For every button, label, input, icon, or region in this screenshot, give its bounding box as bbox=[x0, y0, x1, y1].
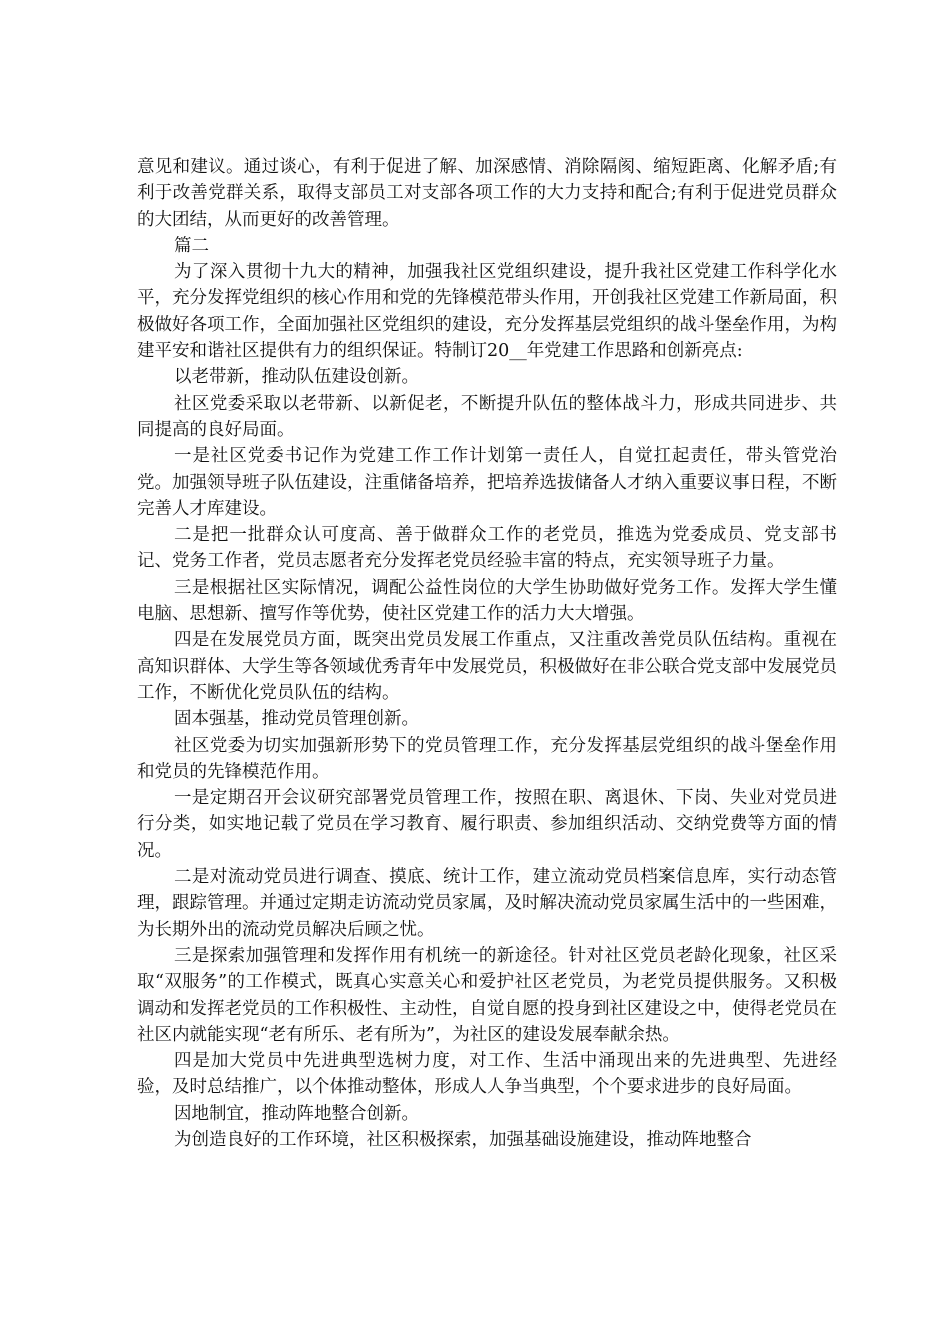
sub-heading: 固本强基，推动党员管理创新。 bbox=[174, 709, 419, 730]
paragraph: 为创造良好的工作环境，社区积极探索，加强基础设施建设，推动阵地整合 bbox=[174, 1129, 752, 1150]
paragraph: 二是把一批群众认可度高、善于做群众工作的老党员，推选为党委成员、党支部书记、党务工作者，党员志愿者充分发挥老党员经验丰富的特点，充实领导班子力量。 bbox=[137, 525, 837, 572]
sub-heading: 以老带新，推动队伍建设创新。 bbox=[174, 367, 419, 388]
section-heading: 篇二 bbox=[174, 235, 209, 256]
paragraph: 四是在发展党员方面，既突出党员发展工作重点，又注重改善党员队伍结构。重视在高知识群体、大学生等各领域优秀青年中发展党员，积极做好在非公联合党支部中发展党员工作，不断优化党员队伍的结构。 bbox=[137, 630, 837, 703]
paragraph: 三是探索加强管理和发挥作用有机统一的新途径。针对社区党员老龄化现象，社区采取“双服务”的工作模式，既真心实意关心和爱护社区老党员，为老党员提供服务。又积极调动和发挥老党员的工作积极性、主动性，自觉自愿的投身到社区建设之中，使得老党员在社区内就能实现“老有所乐、老有所为”，为社区的建设发展奉献余热。 bbox=[137, 945, 837, 1045]
paragraph: 社区党委为切实加强新形势下的党员管理工作，充分发挥基层党组织的战斗堡垒作用和党员的先锋模范作用。 bbox=[137, 735, 837, 782]
sub-heading: 因地制宜，推动阵地整合创新。 bbox=[174, 1103, 419, 1124]
paragraph: 一是定期召开会议研究部署党员管理工作，按照在职、离退休、下岗、失业对党员进行分类，如实地记载了党员在学习教育、履行职责、参加组织活动、交纳党费等方面的情况。 bbox=[137, 788, 837, 861]
paragraph: 一是社区党委书记作为党建工作工作计划第一责任人，自觉扛起责任，带头管党治党。加强领导班子队伍建设，注重储备培养，把培养选拔储备人才纳入重要议事日程，不断完善人才库建设。 bbox=[137, 446, 837, 519]
paragraph: 为了深入贯彻十九大的精神，加强我社区党组织建设，提升我社区党建工作科学化水平，充分发挥党组织的核心作用和党的先锋模范带头作用，开创我社区党建工作新局面，积极做好各项工作，全面加强社区党组织的建设，充分发挥基层党组织的战斗堡垒作用，为构建平安和谐社区提供有力的组织保证。特制订20__年党建工作思路和创新亮点: bbox=[137, 262, 837, 362]
paragraph: 社区党委采取以老带新、以新促老，不断提升队伍的整体战斗力，形成共同进步、共同提高的良好局面。 bbox=[137, 393, 837, 440]
paragraph: 二是对流动党员进行调查、摸底、统计工作，建立流动党员档案信息库，实行动态管理，跟踪管理。并通过定期走访流动党员家属，及时解决流动党员家属生活中的一些困难，为长期外出的流动党员解决后顾之忧。 bbox=[137, 867, 837, 940]
document-page bbox=[137, 154, 837, 1153]
paragraph: 三是根据社区实际情况，调配公益性岗位的大学生协助做好党务工作。发挥大学生懂电脑、思想新、擅写作等优势，使社区党建工作的活力大大增强。 bbox=[137, 577, 837, 625]
paragraph: 意见和建议。通过谈心，有利于促进了解、加深感情、消除隔阂、缩短距离、化解矛盾;有利于改善党群关系，取得支部员工对支部各项工作的大力支持和配合;有利于促进党员群众的大团结，从而更好的改善管理。 bbox=[137, 157, 837, 230]
paragraph: 四是加大党员中先进典型选树力度，对工作、生活中涌现出来的先进典型、先进经验，及时总结推广，以个体推动整体，形成人人争当典型，个个要求进步的良好局面。 bbox=[137, 1051, 837, 1098]
